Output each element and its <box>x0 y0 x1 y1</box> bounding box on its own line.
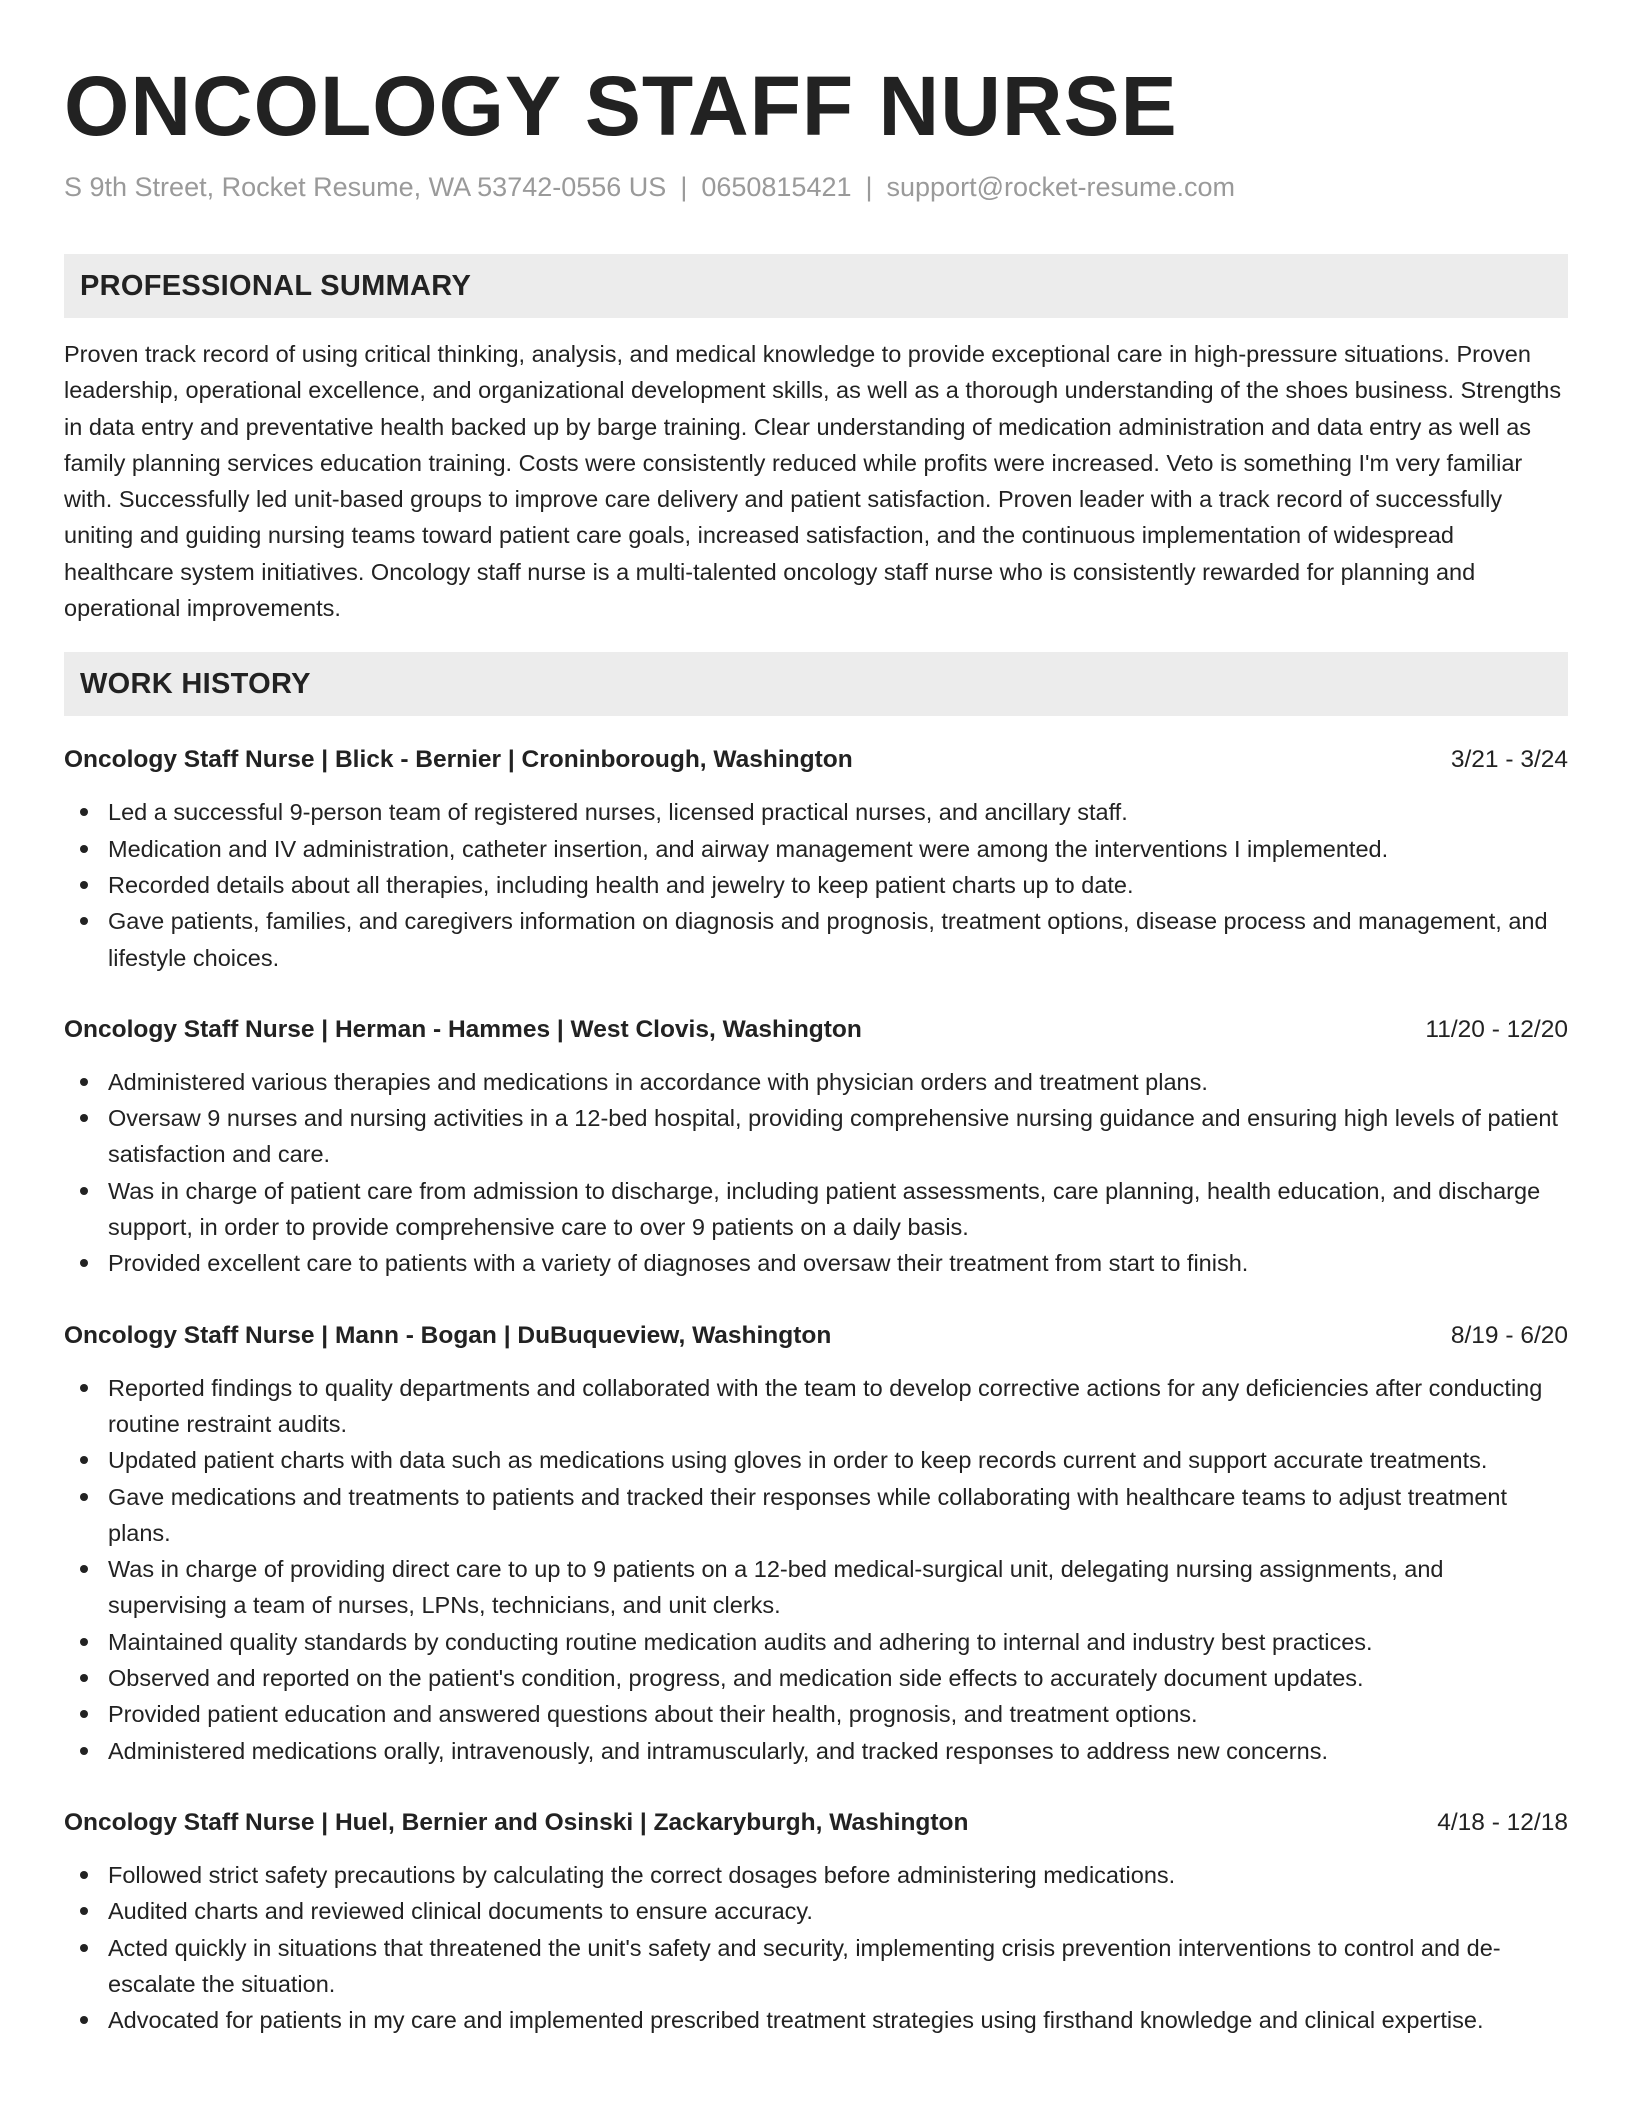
job-bullet: Advocated for patients in my care and implemented prescribed treatment strategies using firsthand knowledge and clinical expertise. <box>64 2002 1568 2038</box>
job-bullet: Followed strict safety precautions by calculating the correct dosages before administering medications. <box>64 1857 1568 1893</box>
job-bullet: Reported findings to quality departments and collaborated with the team to develop corrective actions for any deficiencies after conducting routine restraint audits. <box>64 1370 1568 1443</box>
job-bullet: Provided excellent care to patients with a variety of diagnoses and oversaw their treatment from start to finish. <box>64 1245 1568 1281</box>
job-bullet: Was in charge of patient care from admission to discharge, including patient assessments, care planning, health education, and discharge support, in order to provide comprehensive care to over 9 patients on a daily basis. <box>64 1173 1568 1246</box>
job-bullet-list <box>64 794 1568 975</box>
job-bullet-list <box>64 1857 1568 2038</box>
job-bullet: Updated patient charts with data such as medications using gloves in order to keep records current and support accurate treatments. <box>64 1442 1568 1478</box>
job-dates: 3/21 - 3/24 <box>1450 746 1568 774</box>
job-title: Oncology Staff Nurse | Blick - Bernier | Croninborough, Washington <box>64 746 853 774</box>
job-bullet: Audited charts and reviewed clinical documents to ensure accuracy. <box>64 1893 1568 1929</box>
summary-text: Proven track record of using critical thinking, analysis, and medical knowledge to provide exceptional care in high-pressure situations. Proven leadership, operational excellence, and organizational development skills, as well as a thorough understanding of the shoes business. Strengths in data entry and preventative health backed up by barge training. Clear understanding of medication administration and data entry as well as family planning services education training. Costs were consistently reduced while profits were increased. Veto is something I'm very familiar with. Successfully led unit-based groups to improve care delivery and patient satisfaction. Proven leader with a track record of successfully uniting and guiding nursing teams toward patient care goals, increased satisfaction, and the continuous implementation of widespread healthcare system initiatives. Oncology staff nurse is a multi-talented oncology staff nurse who is consistently rewarded for planning and operational improvements. <box>64 341 1562 622</box>
job-title: Oncology Staff Nurse | Huel, Bernier and Osinski | Zackaryburgh, Washington <box>64 1808 969 1836</box>
contact-address: S 9th Street, Rocket Resume, WA 53742-0556 US <box>64 172 667 202</box>
job-bullet: Recorded details about all therapies, including health and jewelry to keep patient charts up to date. <box>64 867 1568 903</box>
job-bullet: Gave medications and treatments to patients and tracked their responses while collaborating with healthcare teams to adjust treatment plans. <box>64 1479 1568 1552</box>
job-title: Oncology Staff Nurse | Herman - Hammes | West Clovis, Washington <box>64 1015 862 1043</box>
job-entry <box>64 1318 1568 1769</box>
job-bullet: Administered medications orally, intravenously, and intramuscularly, and tracked responses to address new concerns. <box>64 1733 1568 1769</box>
job-bullet: Acted quickly in situations that threatened the unit's safety and security, implementing crisis prevention interventions to control and de-escalate the situation. <box>64 1930 1568 2003</box>
job-bullet-list <box>64 1370 1568 1769</box>
job-bullet: Administered various therapies and medications in accordance with physician orders and treatment plans. <box>64 1064 1568 1100</box>
job-bullet: Was in charge of providing direct care to up to 9 patients on a 12-bed medical-surgical unit, delegating nursing assignments, and supervising a team of nurses, LPNs, technicians, and unit clerks. <box>64 1551 1568 1624</box>
contact-separator: | <box>680 172 688 202</box>
contact-separator: | <box>865 172 873 202</box>
job-header <box>64 1805 1568 1841</box>
job-title: Oncology Staff Nurse | Mann - Bogan | DuBuqueview, Washington <box>64 1321 832 1349</box>
work-history-heading: WORK HISTORY <box>64 652 1568 716</box>
job-dates: 8/19 - 6/20 <box>1450 1321 1568 1349</box>
job-bullet: Maintained quality standards by conducting routine medication audits and adhering to internal and industry best practices. <box>64 1624 1568 1660</box>
job-dates: 11/20 - 12/20 <box>1425 1015 1568 1043</box>
job-bullet: Led a successful 9-person team of registered nurses, licensed practical nurses, and ancillary staff. <box>64 794 1568 830</box>
job-bullet: Observed and reported on the patient's condition, progress, and medication side effects to accurately document updates. <box>64 1660 1568 1696</box>
job-entry <box>64 1012 1568 1282</box>
contact-phone: 0650815421 <box>701 172 852 202</box>
job-header <box>64 742 1568 778</box>
work-history-list <box>64 742 1568 2038</box>
summary-heading: PROFESSIONAL SUMMARY <box>64 254 1568 318</box>
job-bullet: Medication and IV administration, catheter insertion, and airway management were among the interventions I implemented. <box>64 831 1568 867</box>
job-bullet: Provided patient education and answered questions about their health, prognosis, and treatment options. <box>64 1696 1568 1732</box>
resume-name: ONCOLOGY STAFF NURSE <box>64 59 1178 153</box>
job-bullet: Gave patients, families, and caregivers information on diagnosis and prognosis, treatment options, disease process and management, and lifestyle choices. <box>64 903 1568 976</box>
contact-line <box>64 170 1568 204</box>
job-bullet: Oversaw 9 nurses and nursing activities in a 12-bed hospital, providing comprehensive nursing guidance and ensuring high levels of patient satisfaction and care. <box>64 1100 1568 1173</box>
job-dates: 4/18 - 12/18 <box>1437 1808 1568 1836</box>
job-header <box>64 1012 1568 1048</box>
job-entry <box>64 742 1568 975</box>
job-header <box>64 1318 1568 1354</box>
job-bullet-list <box>64 1064 1568 1282</box>
contact-email: support@rocket-resume.com <box>886 172 1236 202</box>
job-entry <box>64 1805 1568 2038</box>
